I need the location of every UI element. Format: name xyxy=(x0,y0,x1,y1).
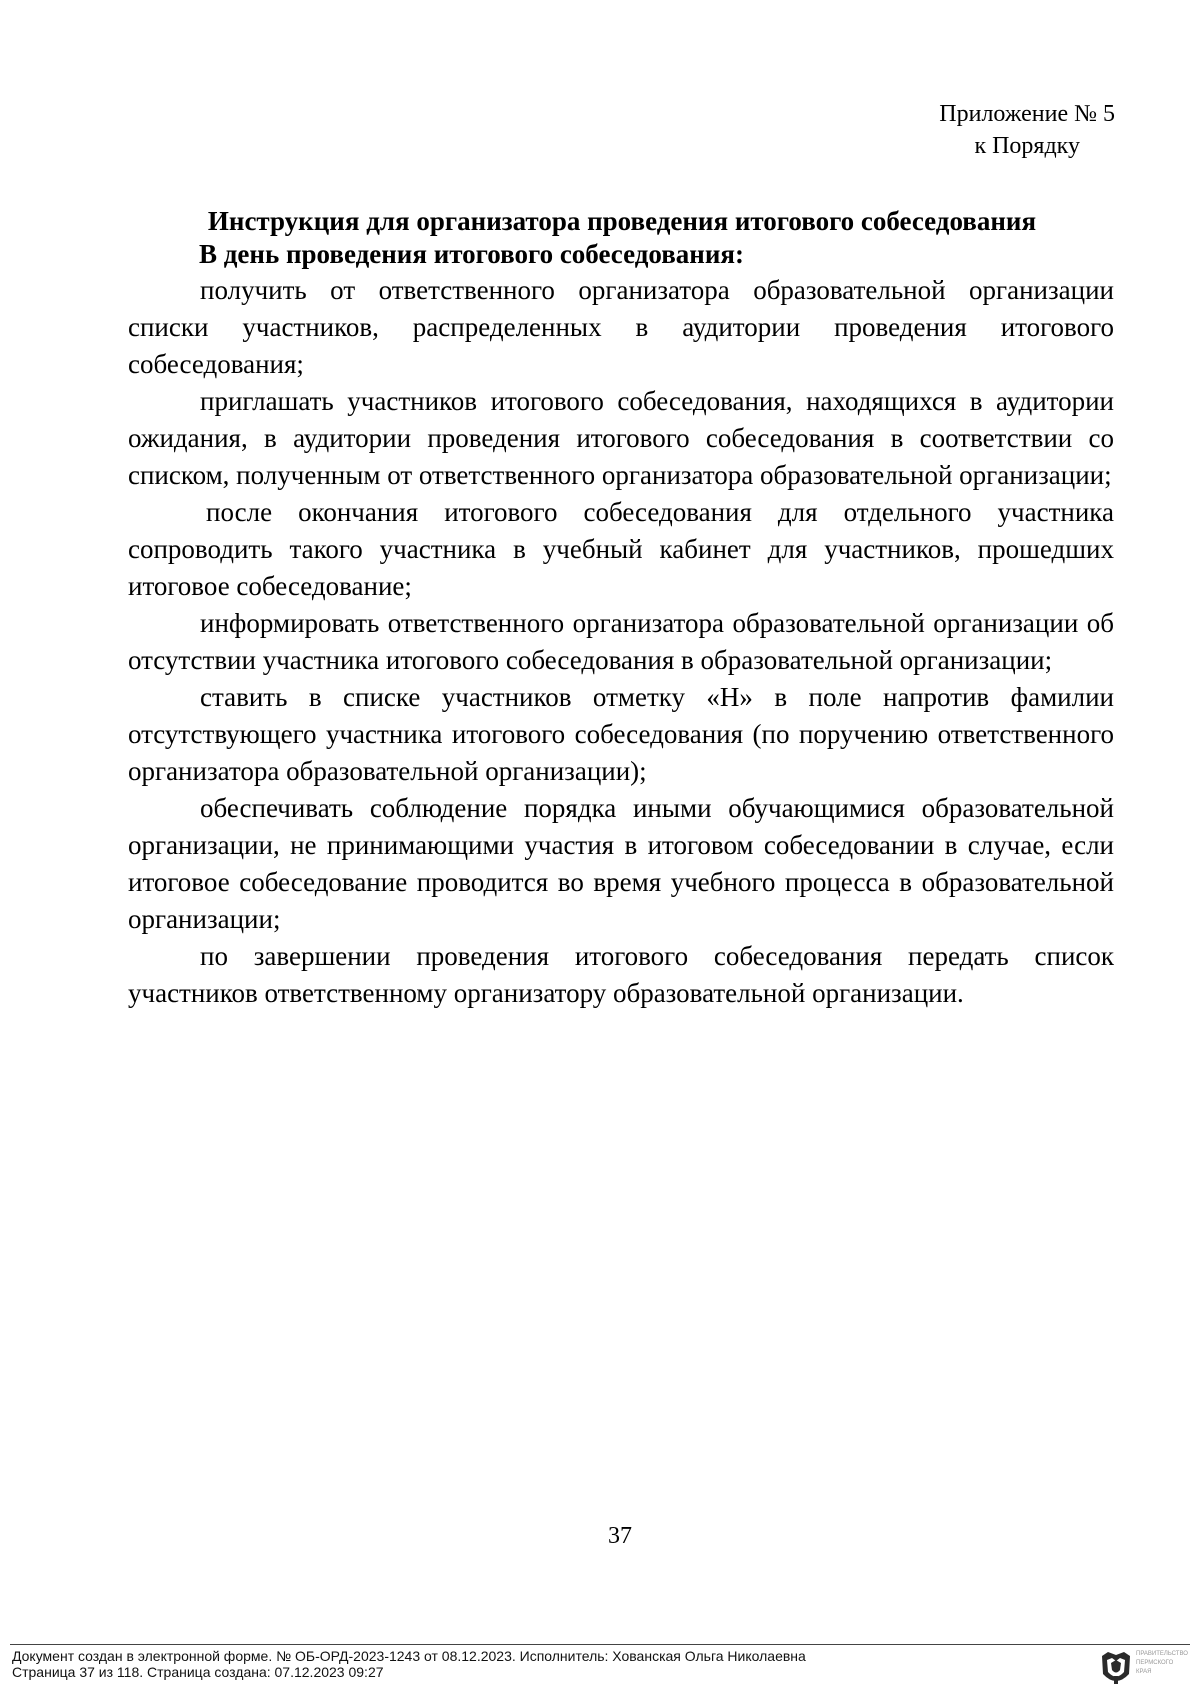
annex-label xyxy=(715,98,1115,162)
seal-caption-line: ПЕРМСКОГО xyxy=(1136,1660,1174,1666)
footer-page-info: Страница 37 из 118. Страница создана: 07.12.2023 09:27 xyxy=(12,1664,384,1680)
footer-divider xyxy=(10,1644,1190,1645)
document-title: Инструкция для организатора проведения итогового собеседования xyxy=(207,206,1037,236)
instruction-paragraph: после окончания итогового собеседования для отдельного участника сопроводить такого участника в учебный кабинет для участников, прошедших итоговое собеседование; xyxy=(128,497,1114,601)
footer-document-info: Документ создан в электронной форме. № ОБ-ОРД-2023-1243 от 08.12.2023. Исполнитель: Хованская Ольга Николаевна xyxy=(12,1648,806,1664)
instruction-paragraph: ставить в списке участников отметку «Н» в поле напротив фамилии отсутствующего участника итогового собеседования (по поручению ответственного организатора образовательной организации); xyxy=(128,682,1114,786)
instruction-paragraph: приглашать участников итогового собеседования, находящихся в аудитории ожидания, в аудитории проведения итогового собеседования в соответствии со списком, полученным от ответственного организатора образовательной организации; xyxy=(128,386,1114,490)
seal-caption-line: ПРАВИТЕЛЬСТВО xyxy=(1136,1651,1188,1657)
instruction-paragraph: обеспечивать соблюдение порядка иными обучающимися образовательной организации, не принимающими участия в итоговом собеседовании в случае, если итоговое собеседование проводится во время учебного процесса в образовательной организации; xyxy=(128,793,1114,934)
document-subtitle: В день проведения итогового собеседования: xyxy=(199,239,744,269)
annex-number: Приложение № 5 xyxy=(939,101,1115,127)
page-number: 37 xyxy=(608,1523,632,1549)
annex-reference: к Порядку xyxy=(974,133,1080,159)
instruction-paragraph: по завершении проведения итогового собеседования передать список участников ответственному организатору образовательной организации. xyxy=(128,941,1114,1008)
instruction-paragraph: информировать ответственного организатора образовательной организации об отсутствии участника итогового собеседования в образовательной организации; xyxy=(128,608,1114,675)
electronic-document-footer xyxy=(12,1648,1092,1680)
seal-caption-line: КРАЯ xyxy=(1136,1669,1152,1675)
coat-of-arms-icon xyxy=(1098,1650,1134,1690)
seal-caption xyxy=(1136,1650,1198,1677)
instruction-body xyxy=(128,272,1114,1012)
instruction-paragraph: получить от ответственного организатора образовательной организации списки участников, распределенных в аудитории проведения итогового собеседования; xyxy=(128,275,1114,379)
